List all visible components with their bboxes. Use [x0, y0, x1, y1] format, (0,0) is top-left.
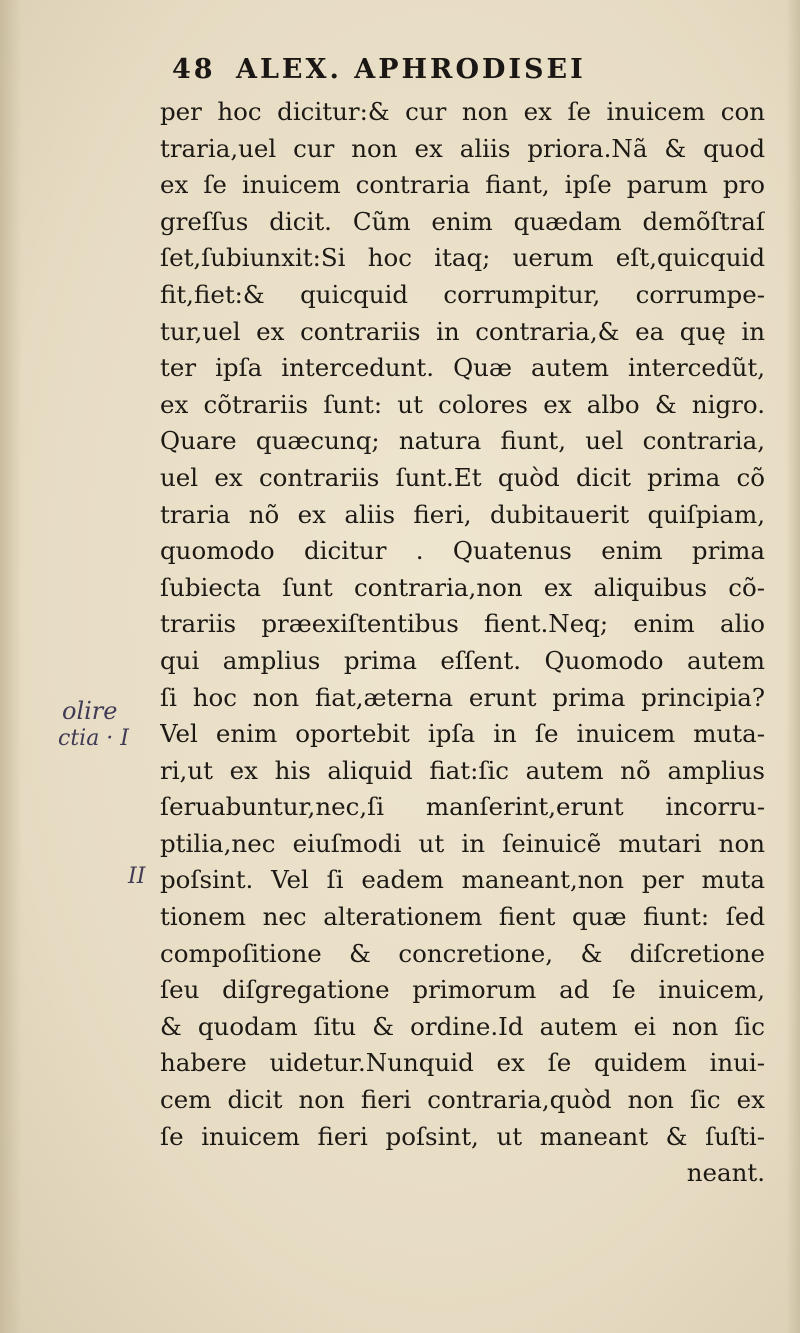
- text-line: trariis præexiſtentibus fient.Neq; enim alio: [160, 609, 765, 639]
- body-text: [160, 94, 765, 1192]
- text-line: tur,uel ex contrariis in contraria,& ea quę in: [160, 316, 765, 346]
- text-line: ter ipſa intercedunt. Quæ autem intercedũt,: [160, 353, 765, 383]
- text-line: ſeu diſgregatione primorum ad ſe inuicem,: [160, 975, 765, 1005]
- text-line: ex cõtrariis ſunt: ut colores ex albo & nigro.: [160, 389, 765, 419]
- margin-annotation: ctia · I: [58, 726, 129, 751]
- page-number: 48: [172, 54, 216, 85]
- text-line: Vel enim oportebit ipſa in ſe inuicem muta-: [160, 719, 765, 749]
- text-line: neant.: [686, 1158, 765, 1188]
- text-line: ex ſe inuicem contraria fiant, ipſe parum pro: [160, 170, 765, 200]
- page-left-shadow: [0, 0, 22, 1333]
- text-line: ri,ut ex his aliquid fiat:ſic autem nõ amplius: [160, 755, 765, 785]
- text-line: qui amplius prima eſſent. Quomodo autem: [160, 645, 765, 675]
- text-line: cem dicit non fieri contraria,quòd non ſic ex: [160, 1085, 765, 1115]
- text-line: quomodo dicitur . Quatenus enim prima: [160, 536, 765, 566]
- text-line: traria nõ ex aliis fieri, dubitauerit quiſpiam,: [160, 499, 765, 529]
- text-line: ſi hoc non fiat,æterna erunt prima principia?: [160, 682, 765, 712]
- text-line: traria,uel cur non ex aliis priora.Nã & quod: [160, 133, 765, 163]
- text-line: fit,fiet:& quicquid corrumpitur, corrumpe-: [160, 279, 765, 309]
- margin-annotation: II: [128, 864, 146, 889]
- running-title: ALEX. APHRODISEI: [236, 54, 586, 85]
- text-line: Quare quæcunq; natura fiunt, uel contraria,: [160, 426, 765, 456]
- page-right-shadow: [786, 0, 800, 1333]
- running-header: [172, 54, 772, 94]
- margin-annotation: olire: [62, 697, 118, 725]
- text-line: ſe inuicem fieri poſsint, ut maneant & ſuſti-: [160, 1121, 765, 1151]
- text-line: ptilia,nec eiuſmodi ut in ſeinuicẽ mutari non: [160, 828, 765, 858]
- text-line: ſeruabuntur,nec,ſi manſerint,erunt incorru-: [160, 792, 765, 822]
- text-line: ſubiecta ſunt contraria,non ex aliquibus cõ-: [160, 572, 765, 602]
- text-line: ſet,ſubiunxit:Si hoc itaq; uerum eſt,quicquid: [160, 243, 765, 273]
- text-line: per hoc dicitur:& cur non ex ſe inuicem con: [160, 97, 765, 126]
- text-line: compoſitione & concretione, & diſcretione: [160, 938, 765, 968]
- text-line: habere uidetur.Nunquid ex ſe quidem inui-: [160, 1048, 765, 1078]
- text-line: tionem nec alterationem fient quæ fiunt: ſed: [160, 902, 765, 932]
- text-line: uel ex contrariis ſunt.Et quòd dicit prima cõ: [160, 462, 765, 492]
- text-line: poſsint. Vel ſi eadem maneant,non per muta: [160, 865, 765, 895]
- text-line: greſſus dicit. Cũm enim quædam demõſtraſ: [160, 206, 765, 236]
- text-line: & quodam ſitu & ordine.Id autem ei non ſic: [160, 1011, 765, 1041]
